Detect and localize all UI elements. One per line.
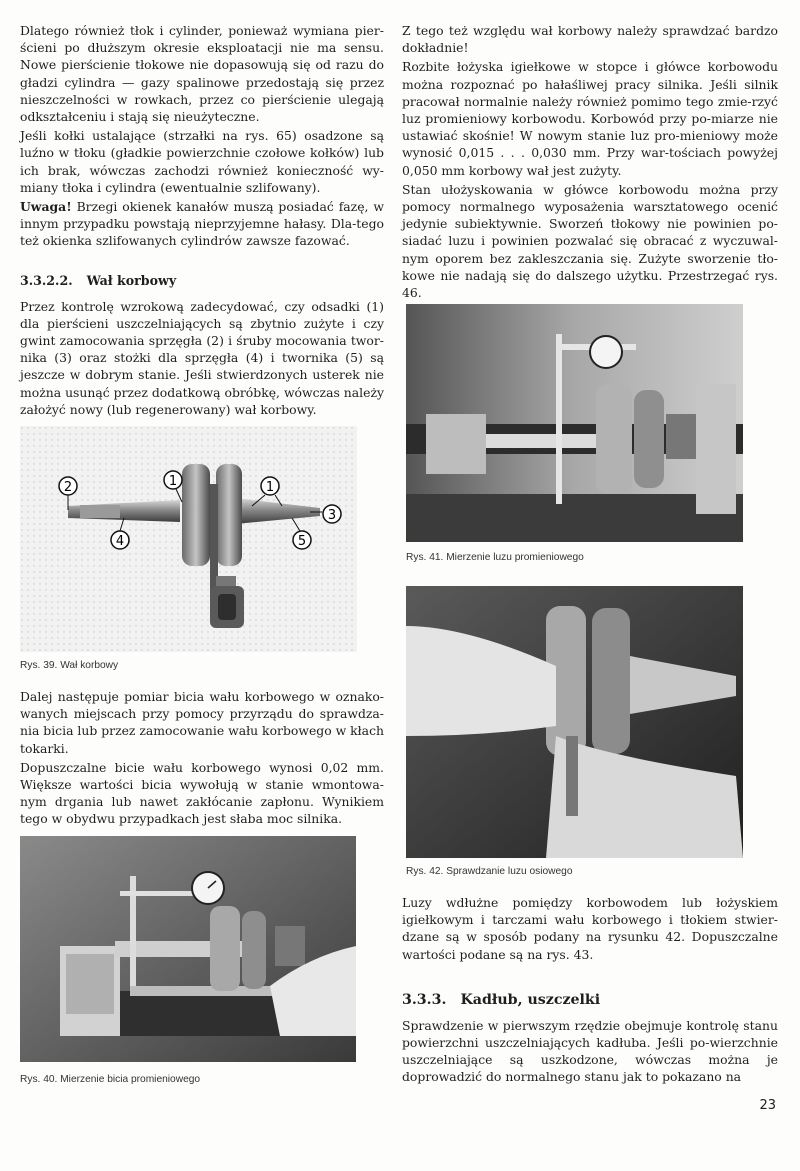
section-heading	[402, 991, 778, 1009]
figure-radial-play	[406, 304, 743, 542]
figure-crankshaft	[20, 426, 357, 652]
section-heading	[20, 272, 384, 290]
crankshaft-illustration	[20, 426, 357, 652]
left-column-lower	[20, 688, 384, 830]
section-number: 3.3.2.2.	[20, 272, 73, 288]
section-title: Kadłub, uszczelki	[460, 991, 601, 1008]
svg-text:1: 1	[168, 474, 178, 489]
paragraph: Rozbite łożyska igiełkowe w stopce i główce korbowodu można rozpoznać po hałaśliwej pracy silnika. Jeśli silnik pracował normalnie należy również pomimo tego zmie-rzyć luz promieniowy korbowodu. Korbowód przy po-miarze nie ustawiać skośnie! W nowym stanie luz pro-mieniowy może wynosić 0,015 . . . 0,030 mm. Przy war-tościach powyżej 0,050 mm korbowy wał jest zużyty.	[402, 59, 778, 178]
right-column	[402, 22, 778, 303]
paragraph: Dopuszczalne bicie wału korbowego wynosi 0,02 mm. Większe wartości bicia wywołują w stanie wmontowa-nym drgania lub nawet zakłócanie zapłonu. Wynikiem tego w obydwu przypadkach jest słaba moc silnika.	[20, 759, 384, 827]
warning-text: Brzegi okienek kanałów muszą posiadać fazę, w innym przypadku powstają nieprzyjemne hałasy. Dla-tego też okienka szlifowanych cylindrów zawsze fazować.	[20, 199, 384, 249]
warning-label: Uwaga!	[20, 199, 72, 215]
figure-41-caption: Rys. 41. Mierzenie luzu promieniowego	[406, 552, 584, 563]
figure-42-caption: Rys. 42. Sprawdzanie luzu osiowego	[406, 866, 573, 877]
paragraph: Z tego też względu wał korbowy należy sprawdzać bardzo dokładnie!	[402, 23, 778, 56]
figure-runout-measurement	[20, 836, 356, 1062]
runout-photo	[20, 836, 356, 1062]
svg-text:2: 2	[63, 480, 73, 495]
paragraph: Jeśli kołki ustalające (strzałki na rys. 65) osadzone są luźno w tłoku (gładkie powierzchnie czołowe kołków) lub ich brak, wówczas zachodzi również konieczność wy-miany tłoka i cylindra (ewentualnie szlifowany).	[20, 128, 384, 195]
section-number: 3.3.3.	[402, 991, 447, 1008]
page-number: 23	[759, 1098, 776, 1113]
paragraph: Luzy wdłużne pomiędzy korbowodem lub łożyskiem igiełkowym i tarczami wału korbowego i tłokiem stwier-dzane są w sposób podany na rysunku 42. Dopuszczalne wartości podane są na rys. 43.	[402, 895, 778, 962]
figure-40-caption: Rys. 40. Mierzenie bicia promieniowego	[20, 1074, 201, 1085]
figure-39-caption: Rys. 39. Wał korbowy	[20, 660, 119, 671]
svg-text:4: 4	[115, 534, 125, 549]
svg-text:3: 3	[327, 508, 337, 523]
warning-paragraph	[20, 198, 384, 250]
paragraph: Stan ułożyskowania w główce korbowodu można przy pomocy normalnego wyposażenia warsztatowego ocenić jedynie subiektywnie. Sworzeń tłokowy nie powinien po-siadać luzu i powinien pozwalać się obracać z wyczuwal-nym oporem bez zakleszczania się. Zużyte sworzenie tło-kowe nie nadają się do dalszego użytku. Przestrzegać rys. 46.	[402, 181, 778, 301]
svg-text:5: 5	[297, 534, 307, 549]
radial-play-photo	[406, 304, 743, 542]
section-title: Wał korbowy	[86, 272, 177, 288]
left-column	[20, 22, 384, 420]
paragraph: Dlatego również tłok i cylinder, ponieważ wymiana pier-ścieni po dłuższym okresie eksploatacji nie ma sensu. Nowe pierścienie tłokowe nie dopasowują się od razu do gładzi cylindra — gazy spalinowe przedostają się przez nieszczelności w rowkach, przez co pierścienie ulegają odkształceniu i stają się nieużyteczne.	[20, 23, 384, 125]
figure-axial-play	[406, 586, 743, 858]
paragraph: Przez kontrolę wzrokową zadecydować, czy odsadki (1) dla pierścieni uszczelniających są zbytnio zużyte i czy gwint zamocowania sprzęgła (2) i śruby mocowania twor-nika (3) oraz stożki dla sprzęgła (4) i twornika (5) są jeszcze w dobrym stanie. Jeśli stwierdzonych usterek nie można usunąć przez dodatkową obróbkę, wówczas należy założyć nowy (lub regenerowany) wał korbowy.	[20, 298, 384, 417]
axial-play-photo	[406, 586, 743, 858]
paragraph: Sprawdzenie w pierwszym rzędzie obejmuje kontrolę stanu powierzchni uszczelniających kadłuba. Jeśli po-wierzchnie uszczelniające są uszkodzone, wówczas można je doprowadzić do normalnego stanu jak to pokazano na	[402, 1017, 778, 1085]
right-column-lower	[402, 894, 778, 1088]
svg-text:1: 1	[265, 480, 275, 495]
paragraph: Dalej następuje pomiar bicia wału korbowego w oznako-wanych miejscach przy pomocy przyrządu do sprawdza-nia bicia lub przez zamocowanie wału korbowego w kłach tokarki.	[20, 689, 384, 756]
